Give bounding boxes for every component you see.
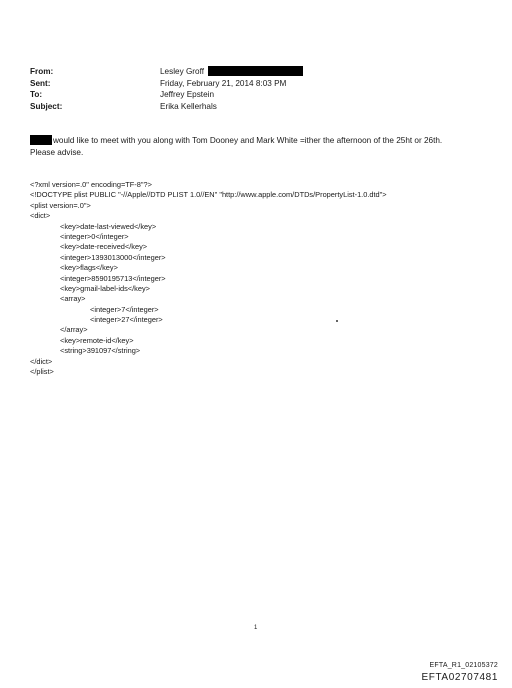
from-row <box>30 66 470 78</box>
code-line: <string>391097</string> <box>60 346 141 356</box>
from-label: From: <box>30 67 54 76</box>
code-line: <key>date-received</key> <box>60 242 148 252</box>
bates-number-large: EFTA02707481 <box>421 672 498 683</box>
subject-value: Erika Kellerhals <box>160 101 217 111</box>
code-line: <plist version=.0"> <box>30 200 91 210</box>
redaction-box <box>30 135 52 145</box>
code-line: </dict> <box>30 356 53 366</box>
code-line: <?xml version=.0" encoding=TF-8"?> <box>30 180 152 189</box>
from-name: Lesley Groff <box>160 67 204 76</box>
code-line: <array> <box>60 294 86 304</box>
to-label: To: <box>30 90 43 99</box>
redaction-box <box>208 66 303 76</box>
to-value: Jeffrey Epstein <box>160 90 215 99</box>
code-line: <key>date-last-viewed</key> <box>60 221 157 231</box>
plist-block <box>30 180 500 377</box>
subject-label: Subject: <box>30 101 63 111</box>
code-line: </array> <box>60 325 88 335</box>
subject-row <box>30 101 470 113</box>
from-value <box>160 66 470 78</box>
page-number: 1 <box>254 625 258 631</box>
code-line: <integer>1393013000</integer> <box>60 252 166 262</box>
code-line: <dict> <box>30 211 51 221</box>
body-line-1 <box>30 135 490 147</box>
email-body <box>30 135 490 158</box>
bates-number-small: EFTA_R1_02105372 <box>429 662 498 669</box>
to-row <box>30 89 470 101</box>
body-line-2: Please advise. <box>30 147 84 157</box>
code-line: <integer>0</integer> <box>60 231 129 241</box>
sent-label: Sent: <box>30 78 51 88</box>
code-line: <integer>27</integer> <box>90 315 163 325</box>
code-line: <integer>7</integer> <box>90 304 159 314</box>
code-line: <integer>8590195713</integer> <box>60 273 166 283</box>
email-header <box>30 66 470 112</box>
body-line-1-text: would like to meet with you along with Tom Dooney and Mark White =ither the afternoon of the 25ht or 26th. <box>53 136 443 145</box>
stray-dot-mark <box>336 320 338 322</box>
code-line: </plist> <box>30 367 54 377</box>
sent-value: Friday, February 21, 2014 8:03 PM <box>160 78 287 88</box>
code-line: <key>flags</key> <box>60 263 118 273</box>
code-line: <key>remote-id</key> <box>60 335 134 345</box>
sent-row <box>30 78 470 90</box>
code-line: <!DOCTYPE plist PUBLIC "-//Apple//DTD PLIST 1.0//EN" "http://www.apple.com/DTDs/PropertyList-1.0.dtd"> <box>30 190 387 200</box>
code-line: <key>gmail-label-ids</key> <box>60 283 150 293</box>
